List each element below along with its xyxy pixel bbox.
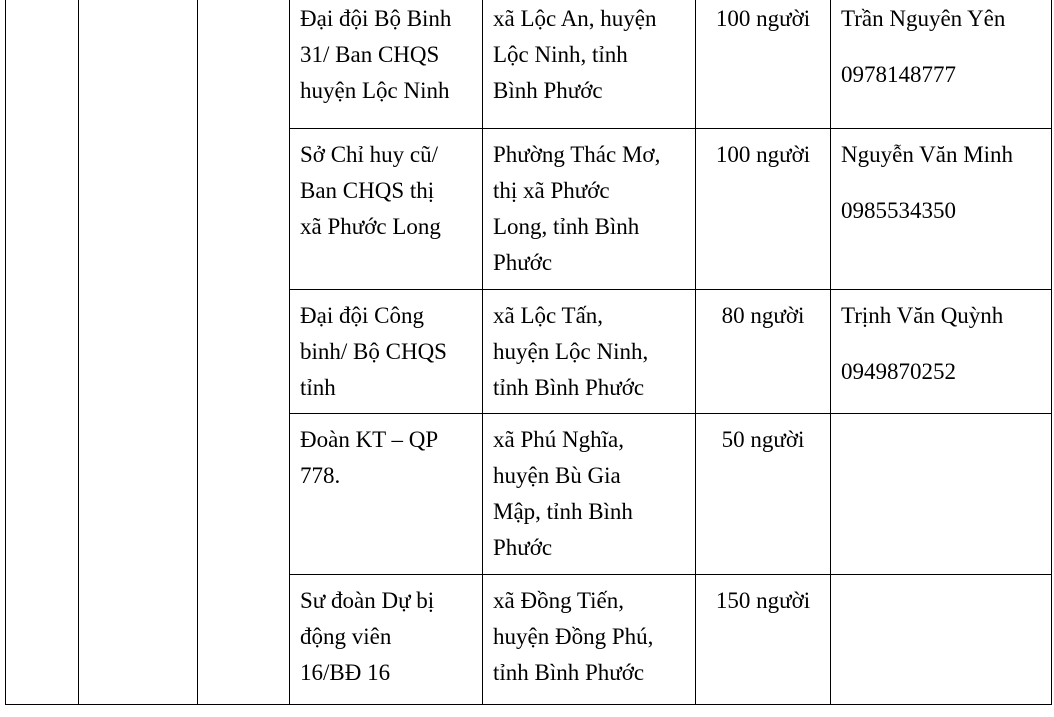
location-line: huyện Lộc Ninh, (493, 339, 649, 364)
unit-cell (290, 0, 483, 129)
location-cell (483, 575, 696, 705)
location-line: Bình Phước (493, 78, 603, 103)
capacity-cell (696, 129, 831, 290)
unit-line: 16/BĐ 16 (300, 660, 391, 685)
unit-line: động viên (300, 624, 392, 649)
location-line: xã Đồng Tiến, (493, 588, 624, 613)
capacity-value: 100 người (715, 6, 811, 31)
contact-phone: 0985534350 (841, 198, 956, 223)
unit-line: 31/ Ban CHQS (300, 42, 440, 67)
location-line: Phước (493, 535, 553, 560)
contact-phone: 0949870252 (841, 359, 956, 384)
location-line: xã Phú Nghĩa, (493, 427, 624, 452)
location-line: huyện Bù Gia (493, 463, 621, 488)
unit-cell (290, 290, 483, 414)
capacity-cell (696, 575, 831, 705)
location-cell (483, 290, 696, 414)
location-line: tỉnh Bình Phước (493, 375, 645, 400)
capacity-value: 100 người (715, 142, 811, 167)
contact-phone: 0978148777 (841, 62, 956, 87)
capacity-cell (696, 414, 831, 575)
location-line: thị xã Phước (493, 178, 610, 203)
unit-line: Ban CHQS thị (300, 178, 435, 203)
contact-cell (831, 129, 1052, 290)
table-row (6, 0, 1052, 129)
location-cell (483, 129, 696, 290)
unit-line: Đại đội Công (300, 303, 424, 328)
contact-cell (831, 0, 1052, 129)
location-group-column-cell (79, 0, 198, 705)
unit-line: Sở Chỉ huy cũ/ (300, 142, 439, 167)
contact-cell (831, 575, 1052, 705)
location-line: xã Lộc Tấn, (493, 303, 604, 328)
location-line: Phường Thác Mơ, (493, 142, 661, 167)
contact-cell (831, 414, 1052, 575)
contact-name: Trần Nguyên Yên (841, 6, 1006, 31)
location-cell (483, 0, 696, 129)
capacity-cell (696, 290, 831, 414)
shelter-table (5, 0, 1052, 705)
unit-line: 778. (300, 463, 341, 488)
location-line: Long, tỉnh Bình (493, 214, 640, 239)
unit-cell (290, 575, 483, 705)
unit-line: tỉnh (300, 375, 336, 400)
location-line: tỉnh Bình Phước (493, 660, 645, 685)
location-line: Mập, tỉnh Bình (493, 499, 633, 524)
unit-line: Đoàn KT – QP (300, 427, 439, 452)
unit-line: Đại đội Bộ Binh (300, 6, 452, 31)
location-line: Phước (493, 250, 553, 275)
unit-line: binh/ Bộ CHQS (300, 339, 447, 364)
unit-cell (290, 414, 483, 575)
contact-name: Nguyễn Văn Minh (841, 142, 1014, 167)
capacity-value: 50 người (721, 427, 805, 452)
location-line: Lộc Ninh, tỉnh (493, 42, 628, 67)
category-column-cell (198, 0, 290, 705)
location-line: huyện Đồng Phú, (493, 624, 654, 649)
unit-cell (290, 129, 483, 290)
unit-line: Sư đoàn Dự bị (300, 588, 435, 613)
unit-line: huyện Lộc Ninh (300, 78, 450, 103)
location-line: xã Lộc An, huyện (493, 6, 657, 31)
unit-line: xã Phước Long (300, 214, 441, 239)
capacity-value: 80 người (721, 303, 805, 328)
stt-column-cell (6, 0, 79, 705)
contact-name: Trịnh Văn Quỳnh (841, 303, 1004, 328)
location-cell (483, 414, 696, 575)
contact-cell (831, 290, 1052, 414)
capacity-value: 150 người (715, 588, 811, 613)
capacity-cell (696, 0, 831, 129)
